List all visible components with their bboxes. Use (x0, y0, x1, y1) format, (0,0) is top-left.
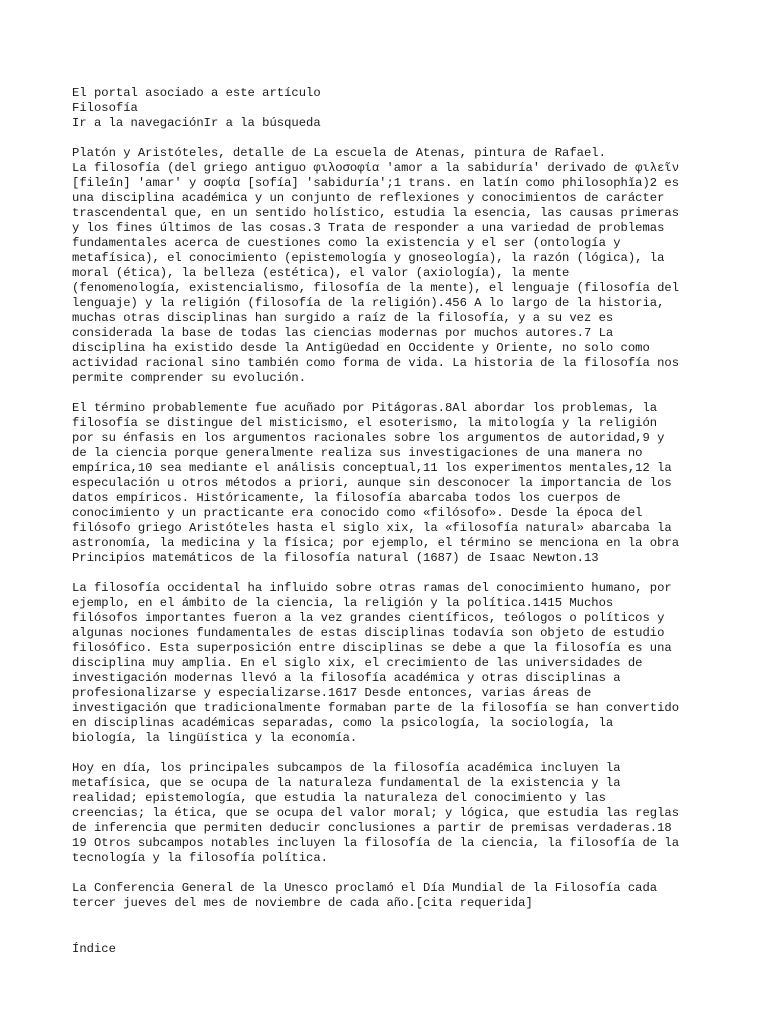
paragraph-line: biología, la lingüística y la economía. (72, 731, 358, 745)
paragraph-line: conocimiento y un practicante era conocido como «filósofo». Desde la época del (72, 506, 643, 520)
paragraph-line: profesionalizarse y especializarse.1617 Desde entonces, varias áreas de (72, 686, 592, 700)
paragraph-line: astronomía, la medicina y la física; por ejemplo, el término se menciona en la obra (72, 536, 680, 550)
paragraph-line: [fileîn] 'amar' y σοφία [sofía] 'sabiduría';1 trans. en latín como philosophĭa)2 es (72, 176, 680, 190)
paragraph-line: El término probablemente fue acuñado por Pitágoras.8Al abordar los problemas, la (72, 401, 658, 415)
paragraph-line: en disciplinas académicas separadas, como la psicología, la sociología, la (72, 716, 614, 730)
portal-link[interactable]: Filosofía (72, 101, 138, 115)
paragraph-line: tecnología y la filosofía política. (72, 851, 328, 865)
paragraph-line: filosofía se distingue del misticismo, el esoterismo, la mitología y la religión (72, 416, 658, 430)
paragraph-line: trascendental que, en un sentido holístico, estudia la esencia, las causas primeras (72, 206, 680, 220)
paragraph-line: La Conferencia General de la Unesco proclamó el Día Mundial de la Filosofía cada (72, 881, 658, 895)
paragraph-line: lenguaje) y la religión (filosofía de la religión).456 A lo largo de la historia, (72, 296, 665, 310)
article-page (72, 86, 732, 957)
paragraph-line: tercer jueves del mes de noviembre de cada año.[cita requerida] (72, 896, 533, 910)
image-caption (72, 146, 732, 161)
paragraph-line: realidad; epistemología, que estudia la naturaleza del conocimiento y las (72, 791, 606, 805)
paragraph-line: disciplina muy amplia. En el siglo xix, el crecimiento de las universidades de (72, 656, 643, 670)
article-paragraph (72, 581, 732, 746)
index-title: Índice (72, 942, 116, 956)
paragraph-line: filosófico. Esta superposición entre disciplinas se debe a que la filosofía es una (72, 641, 672, 655)
paragraph-line: y los fines últimos de las cosas.3 Trata de responder a una variedad de problemas (72, 221, 665, 235)
paragraph-line: investigación que tradicionalmente formaban parte de la filosofía se han convertido (72, 701, 680, 715)
paragraph-line: disciplina ha existido desde la Antigüedad en Occidente y Oriente, no solo como (72, 341, 650, 355)
paragraph-line: empírica,10 sea mediante el análisis conceptual,11 los experimentos mentales,12 la (72, 461, 672, 475)
paragraph-line: de la ciencia porque generalmente realiza sus investigaciones de una manera no (72, 446, 643, 460)
paragraph-line: ejemplo, en el ámbito de la ciencia, la religión y la política.1415 Muchos (72, 596, 614, 610)
portal-note: El portal asociado a este artículo (72, 86, 321, 100)
paragraph-line: fundamentales acerca de cuestiones como la existencia y el ser (ontología y (72, 236, 621, 250)
paragraph-line: 19 Otros subcampos notables incluyen la filosofía de la ciencia, la filosofía de la (72, 836, 680, 850)
paragraph-line: especulación u otros métodos a priori, aunque sin desconocer la importancia de los (72, 476, 672, 490)
paragraph-line: (fenomenología, existencialismo, filosofía de la mente), el lenguaje (filosofía del (72, 281, 680, 295)
paragraph-line: de inferencia que permiten deducir conclusiones a partir de premisas verdaderas.18 (72, 821, 672, 835)
paragraph-line: muchas otras disciplinas han surgido a raíz de la filosofía, y a su vez es (72, 311, 614, 325)
paragraph-line: por su énfasis en los argumentos racionales sobre los argumentos de autoridad,9 y (72, 431, 665, 445)
paragraph-line: filósofo griego Aristóteles hasta el siglo xix, la «filosofía natural» abarcaba la (72, 521, 672, 535)
article-header (72, 86, 732, 131)
paragraph-line: actividad racional sino también como forma de vida. La historia de la filosofía nos (72, 356, 680, 370)
paragraph-line: creencias; la ética, que se ocupa del valor moral; y lógica, que estudia las reglas (72, 806, 680, 820)
paragraph-line: permite comprender su evolución. (72, 371, 307, 385)
paragraph-line: filósofos importantes fueron a la vez grandes científicos, teólogos o políticos y (72, 611, 665, 625)
paragraph-line: Hoy en día, los principales subcampos de la filosofía académica incluyen la (72, 761, 621, 775)
article-paragraph (72, 881, 732, 911)
article-body (72, 161, 732, 911)
paragraph-line: metafísica), el conocimiento (epistemología y gnoseología), la razón (lógica), la (72, 251, 665, 265)
paragraph-line: La filosofía occidental ha influido sobre otras ramas del conocimiento humano, por (72, 581, 672, 595)
paragraph-line: datos empíricos. Históricamente, la filosofía abarcaba todos los cuerpos de (72, 491, 621, 505)
paragraph-line: metafísica, que se ocupa de la naturaleza fundamental de la existencia y la (72, 776, 621, 790)
article-paragraph (72, 161, 732, 386)
article-paragraph (72, 401, 732, 566)
paragraph-line: moral (ética), la belleza (estética), el valor (axiología), la mente (72, 266, 570, 280)
article-paragraph (72, 761, 732, 866)
paragraph-line: investigación modernas llevó a la filosofía académica y otras disciplinas a (72, 671, 621, 685)
skip-navigation-links[interactable]: Ir a la navegaciónIr a la búsqueda (72, 116, 321, 130)
paragraph-line: considerada la base de todas las ciencias modernas por muchos autores.7 La (72, 326, 614, 340)
paragraph-line: Principios matemáticos de la filosofía natural (1687) de Isaac Newton.13 (72, 551, 599, 565)
table-of-contents-heading (72, 942, 732, 957)
paragraph-line: una disciplina académica y un conjunto de reflexiones y conocimientos de carácter (72, 191, 665, 205)
paragraph-line: algunas nociones fundamentales de estas disciplinas todavía son objeto de estudio (72, 626, 665, 640)
paragraph-line: La filosofía (del griego antiguo φιλοσοφία 'amor a la sabiduría' derivado de φιλεῖν (72, 161, 680, 175)
caption-text: Platón y Aristóteles, detalle de La escuela de Atenas, pintura de Rafael. (72, 146, 606, 160)
